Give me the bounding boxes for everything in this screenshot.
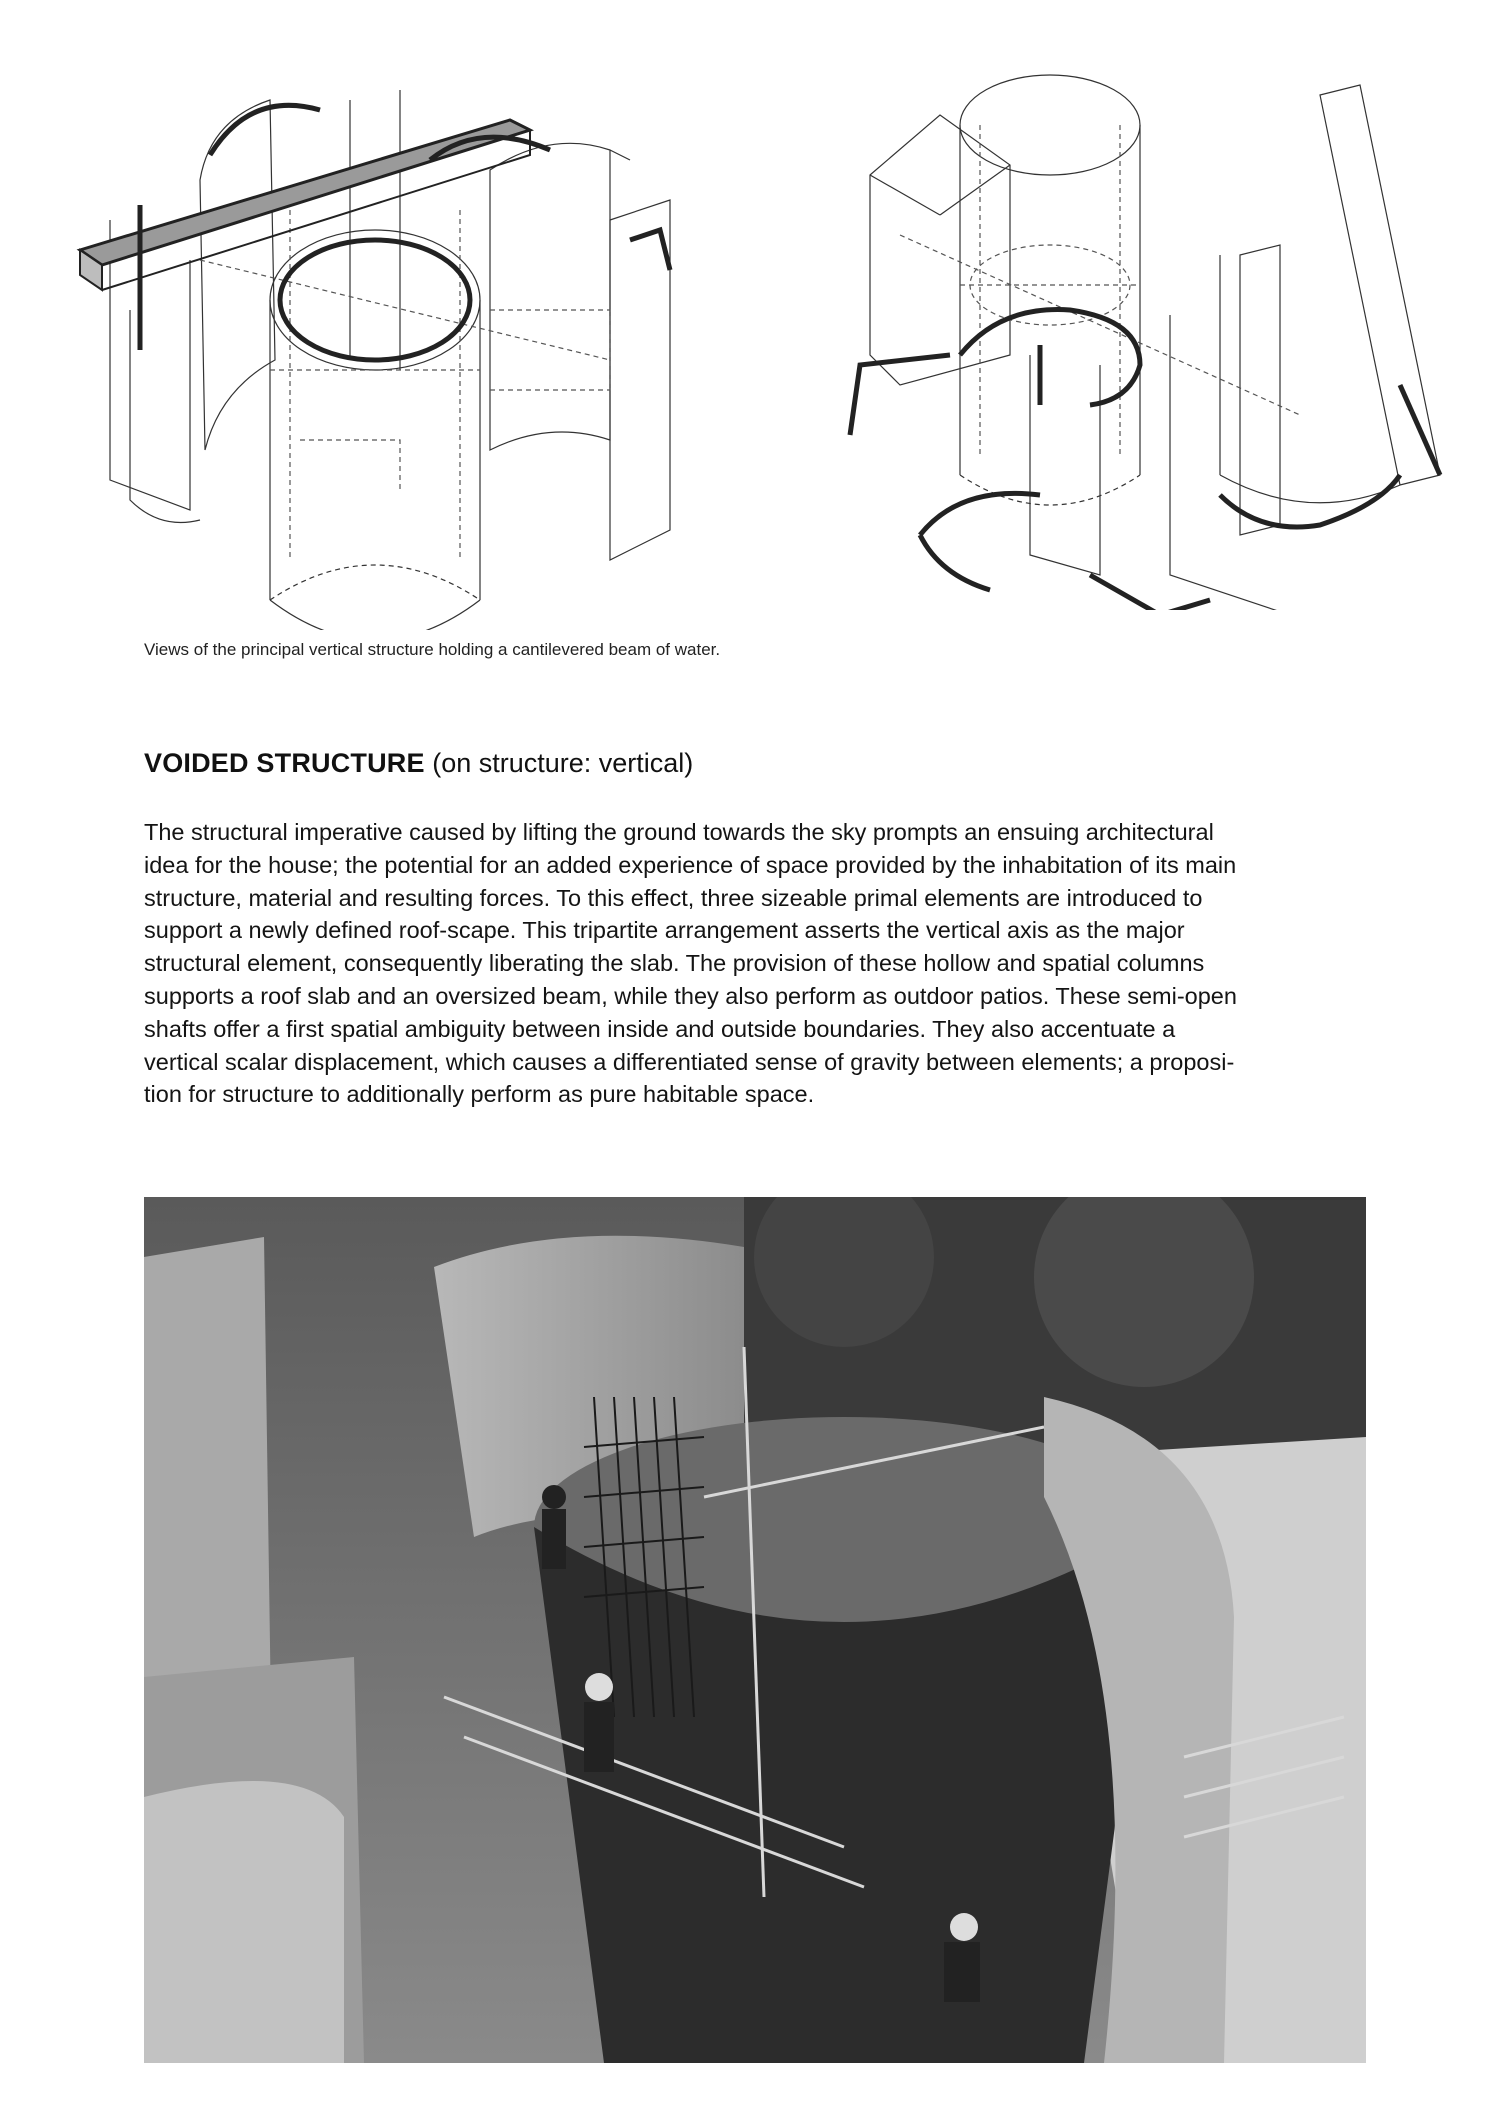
axonometric-drawing-left [70,60,710,630]
section-title-rest: (on structure: vertical) [424,748,694,778]
body-paragraph [144,816,1369,1111]
body-line: supports a roof slab and an oversized beam, while they also perform as outdoor patios. These semi-open [144,982,1237,1009]
body-line: structural element, consequently liberating the slab. The provision of these hollow and spatial columns [144,950,1205,977]
body-line: structure, material and resulting forces. To this effect, three sizeable primal elements are introduced to [144,884,1203,911]
body-line: vertical scalar displacement, which causes a differentiated sense of gravity between elements; a proposi- [144,1048,1235,1075]
body-line: shafts offer a first spatial ambiguity between inside and outside boundaries. They also accentuate a [144,1015,1176,1042]
body-line: support a newly defined roof-scape. This tripartite arrangement asserts the vertical axis as the major [144,917,1185,944]
body-line: tion for structure to additionally perform as pure habitable space. [144,1081,815,1108]
section-title-bold: VOIDED STRUCTURE [144,748,425,778]
construction-site-photo [144,1197,1366,2063]
axonometric-drawing-right [840,55,1460,610]
body-line: The structural imperative caused by lifting the ground towards the sky prompts an ensuing architectural [144,819,1214,845]
figure-caption: Views of the principal vertical structure holding a cantilevered beam of water. [144,640,721,659]
body-line: idea for the house; the potential for an added experience of space provided by the inhabitation of its main [144,851,1237,878]
section-heading [144,748,693,779]
